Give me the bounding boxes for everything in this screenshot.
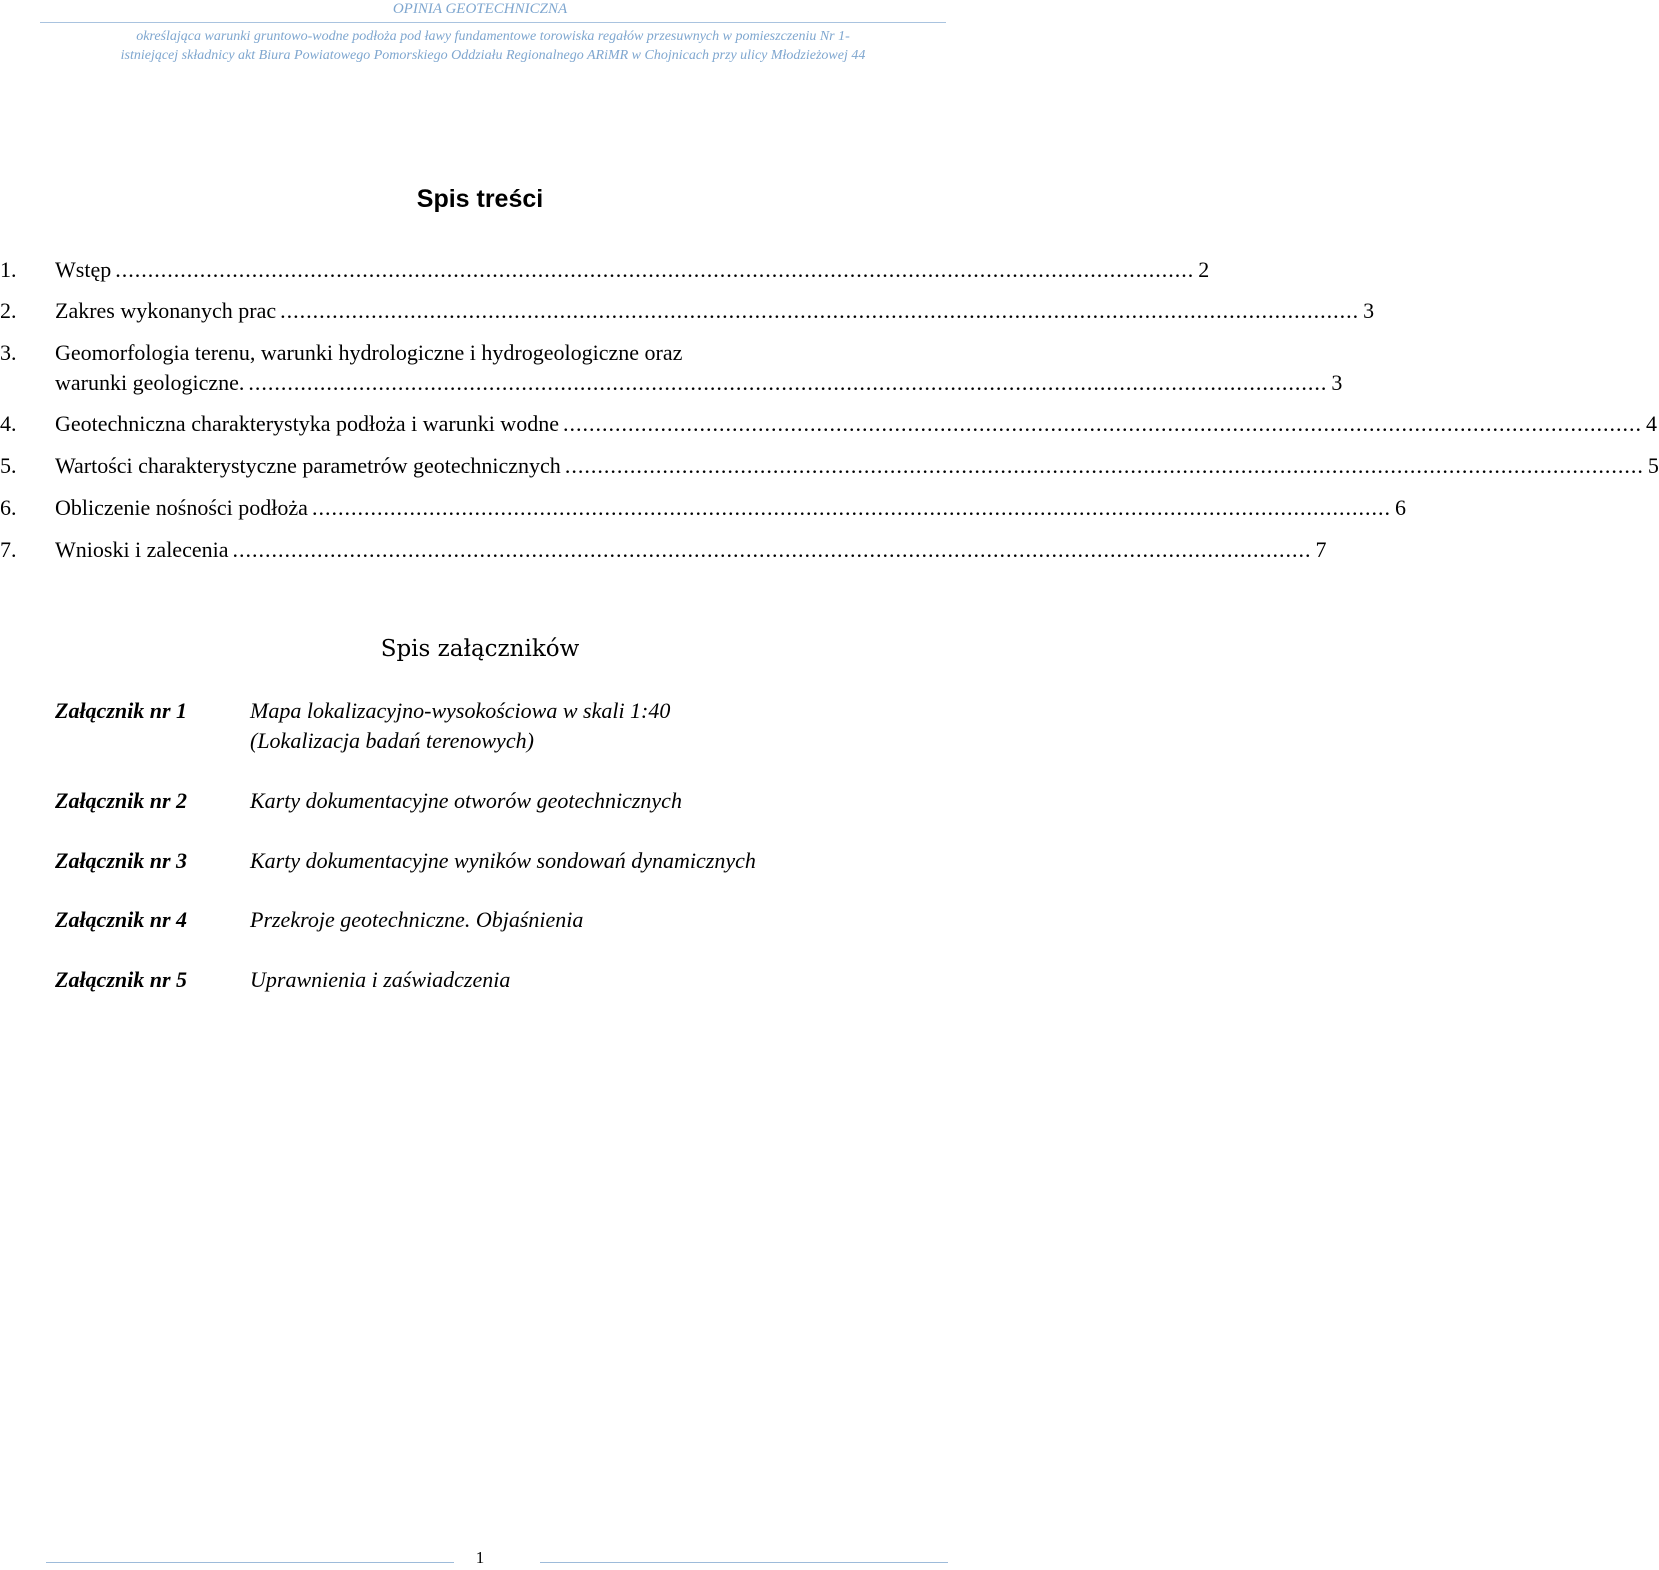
toc-item-number: 1. — [0, 257, 17, 282]
toc-item-page: 7 — [1315, 537, 1327, 562]
toc-item-number: 6. — [0, 495, 17, 520]
toc-leader-dots: ...................................................................................................................................................................... — [115, 257, 1195, 282]
toc-leader-dots: ...................................................................................................................................................................... — [248, 370, 1328, 395]
toc-item-number: 7. — [0, 537, 17, 562]
toc-item-7[interactable] — [0, 535, 1327, 565]
toc-item-number: 2. — [0, 298, 17, 323]
toc-item-number: 5. — [0, 453, 17, 478]
attachment-label: Załącznik nr 1 — [55, 698, 188, 723]
toc-item-page: 2 — [1198, 257, 1210, 282]
header-title: OPINIA GEOTECHNICZNA — [392, 1, 568, 17]
toc-item-title: Geomorfologia terenu, warunki hydrologiczne i hydrogeologiczne oraz — [55, 340, 683, 365]
page-number: 1 — [475, 1548, 485, 1567]
toc-item-title: Geotechniczna charakterystyka podłoża i warunki wodne — [55, 411, 559, 436]
toc-item-3-number — [0, 338, 944, 368]
attachment-description-line-2: (Lokalizacja badań terenowych) — [250, 728, 534, 753]
toc-leader-dots: ...................................................................................................................................................................... — [280, 298, 1360, 323]
toc-leader-dots: ...................................................................................................................................................................... — [232, 537, 1312, 562]
toc-leader-dots: ...................................................................................................................................................................... — [311, 495, 1391, 520]
attachment-label: Załącznik nr 4 — [55, 907, 188, 932]
attachments-heading: Spis załączników — [380, 636, 580, 662]
toc-item-page: 5 — [1647, 453, 1659, 478]
toc-item-1[interactable] — [0, 255, 1210, 285]
attachment-description: Mapa lokalizacyjno-wysokościowa w skali 1:40 — [250, 698, 671, 723]
attachment-label: Załącznik nr 2 — [55, 788, 188, 813]
header-subtitle-line-2: istniejącej składnicy akt Biura Powiatowego Pomorskiego Oddziału Regionalnego ARiMR w Chojnicach przy ulicy Młodzieżowej 44 — [120, 48, 866, 63]
toc-item-page: 3 — [1331, 370, 1343, 395]
toc-item-6[interactable] — [0, 493, 1406, 523]
attachment-label: Załącznik nr 5 — [55, 967, 188, 992]
attachment-description: Uprawnienia i zaświadczenia — [250, 967, 511, 992]
toc-item-title: Wartości charakterystyczne parametrów geotechnicznych — [55, 453, 561, 478]
toc-heading: Spis treści — [416, 185, 544, 213]
attachment-description: Karty dokumentacyjne otworów geotechnicznych — [250, 788, 682, 813]
attachment-description: Karty dokumentacyjne wyników sondowań dynamicznych — [250, 848, 756, 873]
toc-item-3[interactable] — [0, 368, 1343, 398]
page-header — [0, 0, 960, 30]
attachment-label: Załącznik nr 3 — [55, 848, 188, 873]
header-divider — [40, 22, 946, 23]
toc-item-page: 3 — [1363, 298, 1375, 323]
toc-item-2[interactable] — [0, 296, 1375, 326]
toc-item-title: Wstęp — [55, 257, 112, 282]
toc-item-page: 4 — [1645, 411, 1657, 436]
toc-item-title: Obliczenie nośności podłoża — [55, 495, 308, 520]
toc-item-5[interactable] — [0, 451, 1659, 481]
toc-leader-dots: ...................................................................................................................................................................... — [562, 411, 1642, 436]
toc-item-number: 3. — [0, 340, 17, 365]
toc-leader-dots: ...................................................................................................................................................................... — [564, 453, 1644, 478]
toc-item-title-continued: warunki geologiczne. — [55, 370, 245, 395]
toc-item-title: Wnioski i zalecenia — [55, 537, 229, 562]
toc-item-title: Zakres wykonanych prac — [55, 298, 277, 323]
toc-item-page: 6 — [1394, 495, 1406, 520]
header-subtitle-line-1: określająca warunki gruntowo-wodne podłoża pod ławy fundamentowe torowiska regałów przesuwnych w pomieszczeniu Nr 1- — [136, 29, 850, 44]
toc-item-number: 4. — [0, 411, 17, 436]
toc-item-4[interactable] — [0, 409, 1657, 439]
attachment-description: Przekroje geotechniczne. Objaśnienia — [250, 907, 584, 932]
